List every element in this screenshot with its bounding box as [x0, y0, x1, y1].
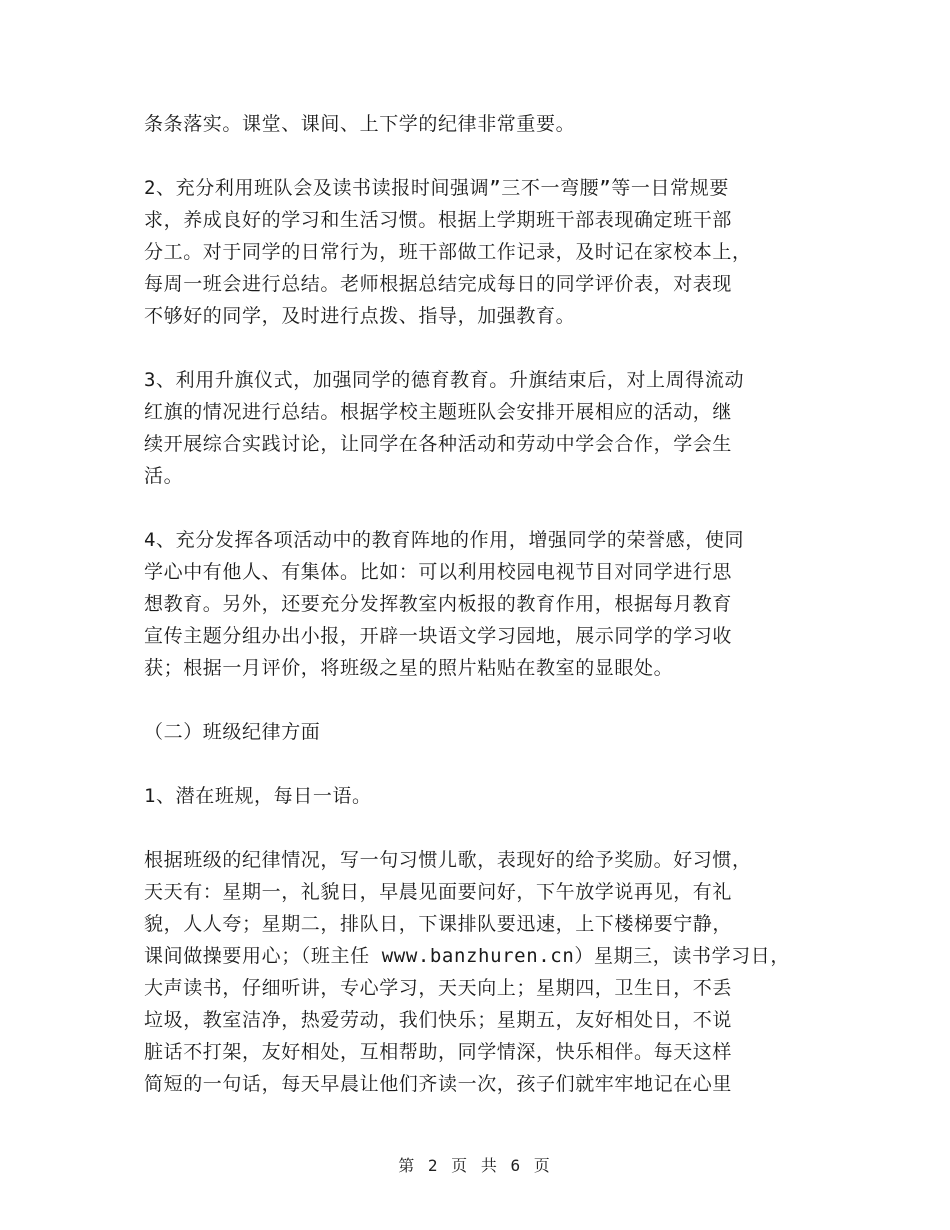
paragraph — [144, 364, 804, 492]
page-footer: 第 2 页 共 6 页 — [398, 1156, 552, 1175]
paragraph — [144, 844, 804, 1100]
text-line: 简短的一句话，每天早晨让他们齐读一次，孩子们就牢牢地记在心里 — [144, 1073, 733, 1095]
text-line: 学心中有他人、有集体。比如：可以利用校园电视节目对同学进行思 — [144, 561, 733, 583]
text-line: 活。 — [144, 465, 184, 487]
paragraph-gap — [144, 812, 804, 844]
paragraph — [144, 172, 804, 332]
text-line: 根据班级的纪律情况，写一句习惯儿歌，表现好的给予奖励。好习惯， — [144, 849, 752, 871]
text-line: 课间做操要用心；（班主任 www.banzhuren.cn）星期三，读书学习日， — [144, 945, 790, 967]
text-line: 不够好的同学，及时进行点拨、指导，加强教育。 — [144, 305, 576, 327]
paragraph — [144, 780, 804, 812]
paragraph-gap — [144, 332, 804, 364]
paragraph-gap — [144, 684, 804, 716]
text-line: 想教育。另外，还要充分发挥教室内板报的教育作用，根据每月教育 — [144, 593, 733, 615]
text-line: 条条落实。课堂、课间、上下学的纪律非常重要。 — [144, 113, 576, 135]
document-body — [144, 108, 804, 1100]
text-line: 宣传主题分组办出小报，开辟一块语文学习园地，展示同学的学习收 — [144, 625, 733, 647]
text-line: 1、潜在班规，每日一语。 — [144, 785, 372, 807]
text-line: 3、利用升旗仪式，加强同学的德育教育。升旗结束后，对上周得流动 — [144, 369, 745, 391]
paragraph-gap — [144, 492, 804, 524]
text-line: 红旗的情况进行总结。根据学校主题班队会安排开展相应的活动，继 — [144, 401, 733, 423]
paragraph-gap — [144, 748, 804, 780]
text-line: 天天有：星期一，礼貌日，早晨见面要问好，下午放学说再见，有礼 — [144, 881, 733, 903]
text-line: 分工。对于同学的日常行为，班干部做工作记录，及时记在家校本上， — [144, 241, 752, 263]
text-line: 求，养成良好的学习和生活习惯。根据上学期班干部表现确定班干部 — [144, 209, 733, 231]
paragraph — [144, 108, 804, 140]
text-line: 获；根据一月评价，将班级之星的照片粘贴在教室的显眼处。 — [144, 657, 674, 679]
text-line: 每周一班会进行总结。老师根据总结完成每日的同学评价表，对表现 — [144, 273, 733, 295]
text-line: 脏话不打架，友好相处，互相帮助，同学情深，快乐相伴。每天这样 — [144, 1041, 733, 1063]
text-line: 4、充分发挥各项活动中的教育阵地的作用，增强同学的荣誉感，使同 — [144, 529, 745, 551]
paragraph — [144, 716, 804, 748]
text-line: 2、充分利用班队会及读书读报时间强调”三不一弯腰”等一日常规要 — [144, 177, 729, 199]
text-line: 貌，人人夸；星期二，排队日，下课排队要迅速，上下楼梯要宁静， — [144, 913, 733, 935]
text-line: 垃圾，教室洁净，热爱劳动，我们快乐；星期五，友好相处日，不说 — [144, 1009, 733, 1031]
text-line: 大声读书，仔细听讲，专心学习，天天向上；星期四，卫生日，不丢 — [144, 977, 733, 999]
paragraph-gap — [144, 140, 804, 172]
text-line: （二）班级纪律方面 — [144, 721, 321, 743]
paragraph — [144, 524, 804, 684]
text-line: 续开展综合实践讨论，让同学在各种活动和劳动中学会合作，学会生 — [144, 433, 733, 455]
